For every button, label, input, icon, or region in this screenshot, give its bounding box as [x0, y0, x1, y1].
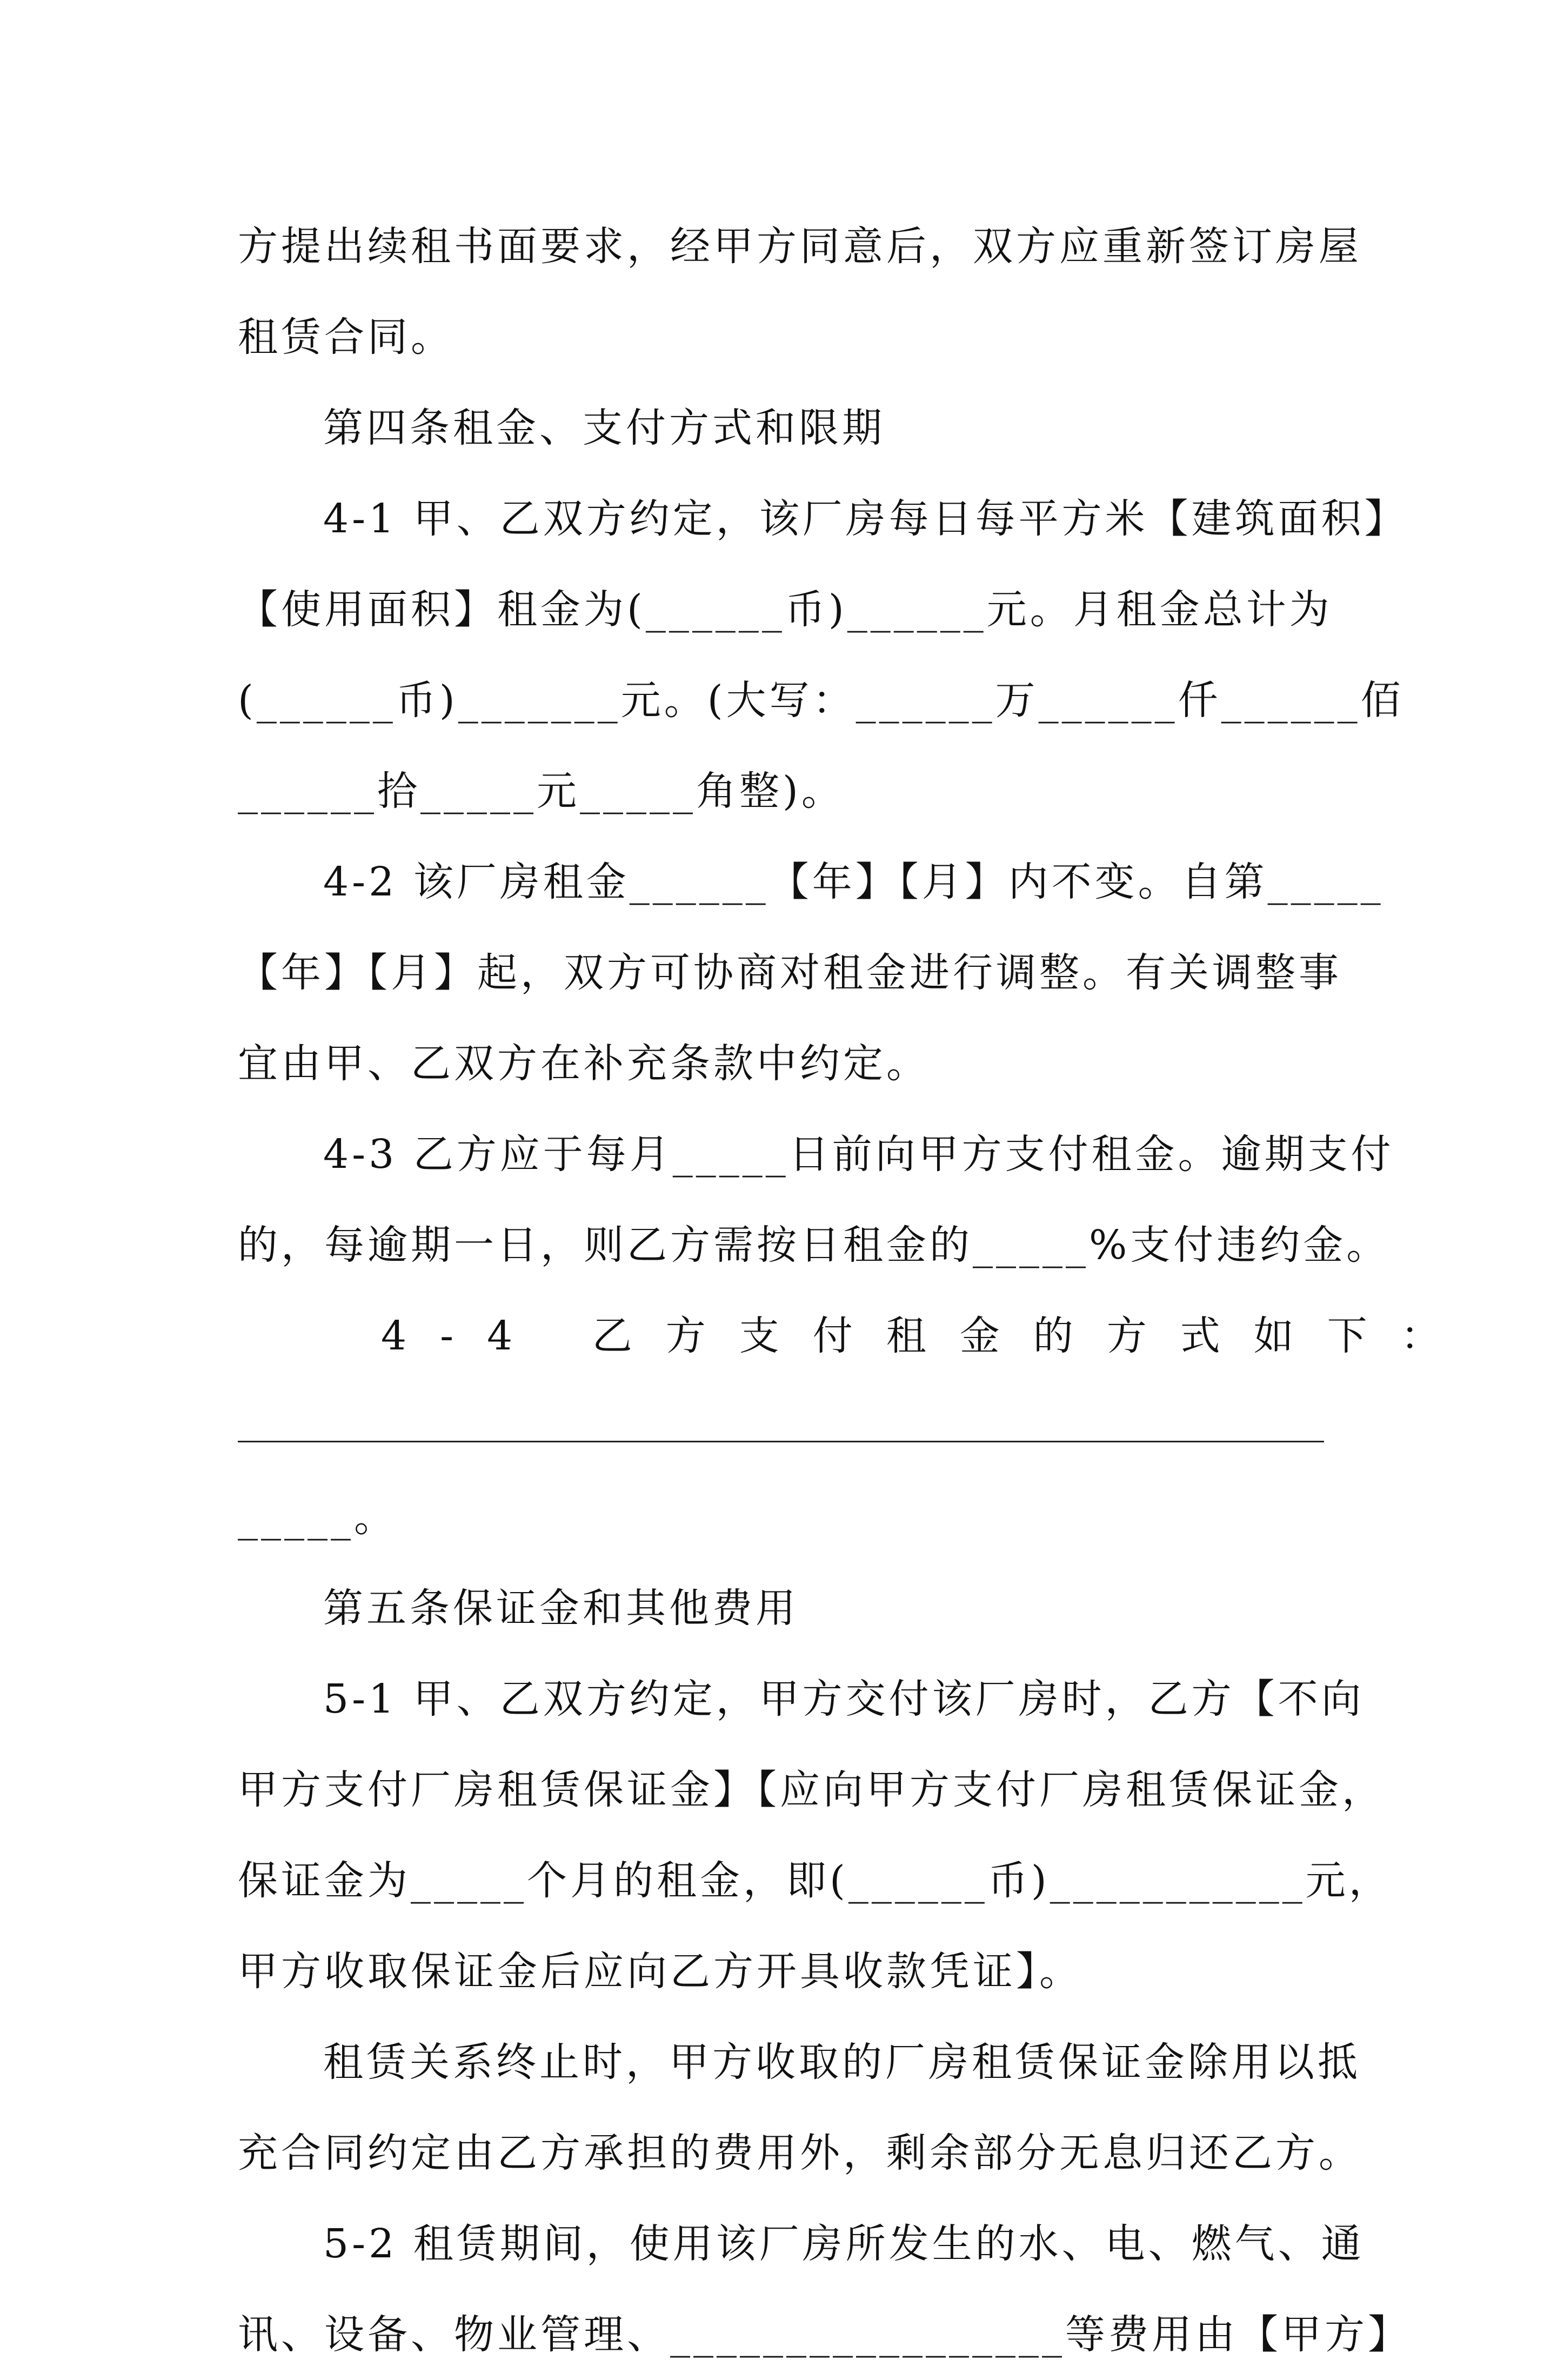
text-line: (______币)_______元。(大写：______万______仟______佰: [238, 677, 1404, 724]
text-line: 保证金为_____个月的租金，即(______币)___________元，: [238, 1857, 1392, 1904]
section-heading: 第五条保证金和其他费用: [323, 1585, 799, 1632]
text-line: 甲方收取保证金后应向乙方开具收款凭证】。: [238, 1948, 1082, 1995]
text-line: 租赁合同。: [238, 314, 454, 360]
clause-text: 5-2 租赁期间，使用该厂房所发生的水、电、燃气、通: [323, 2221, 1365, 2267]
clause-text: 4-1 甲、乙双方约定，该厂房每日每平方米【建筑面积】: [323, 496, 1408, 542]
text-line: 宜由甲、乙双方在补充条款中约定。: [238, 1040, 930, 1087]
clause-text: 租赁关系终止时，甲方收取的厂房租赁保证金除用以抵: [323, 2039, 1361, 2085]
clause-text: 4-3 乙方应于每月_____日前向甲方支付租金。逾期支付: [323, 1131, 1394, 1178]
text-line: ______拾_____元_____角整)。: [238, 768, 845, 814]
text-line: 甲方支付厂房租赁保证金】【应向甲方支付厂房租赁保证金，: [238, 1767, 1385, 1813]
clause-text: 4-2 该厂房租金______【年】【月】内不变。自第_____: [323, 859, 1384, 905]
text-line: 讯、设备、物业管理、_________________等费用由【甲方】: [238, 2311, 1411, 2358]
text-line: 方提出续租书面要求，经甲方同意后，双方应重新签订房屋: [238, 223, 1362, 270]
text-line: 【使用面积】租金为(______币)______元。月租金总计为: [238, 586, 1333, 633]
text-line: 的，每逾期一日，则乙方需按日租金的_____%支付违约金。: [238, 1222, 1390, 1268]
clause-text: 4-4 乙方支付租金的方式如下：: [381, 1313, 1474, 1359]
text-line: 充合同约定由乙方承担的费用外，剩余部分无息归还乙方。: [238, 2130, 1362, 2176]
document-body: [238, 201, 1474, 2380]
section-heading: 第四条租金、支付方式和限期: [323, 405, 885, 451]
underline-rule: [238, 1441, 1324, 1442]
text-line: _____。: [238, 1494, 397, 1541]
clause-text: 5-1 甲、乙双方约定，甲方交付该厂房时，乙方【不向: [323, 1676, 1365, 1722]
text-line: 【年】【月】起，双方可协商对租金进行调整。有关调整事: [238, 950, 1342, 996]
blank-fill-line: [238, 1381, 1373, 1472]
